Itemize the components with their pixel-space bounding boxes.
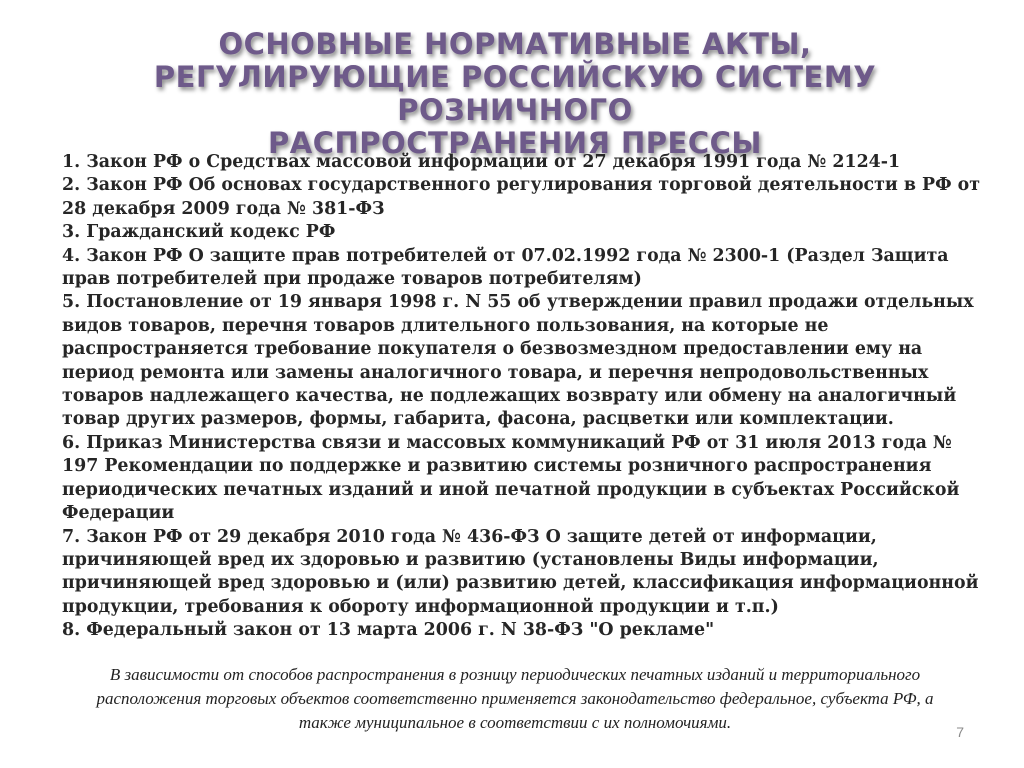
act-item-6: 6. Приказ Министерства связи и массовых коммуникаций РФ от 31 июля 2013 года № 197 Рекомендации по поддержке и развитию системы розничного распространения периодических печатных изданий и иной печатной продукции в субъектах Российской Федерации — [62, 432, 960, 524]
page-number: 7 — [956, 724, 964, 740]
act-item-4: 4. Закон РФ О защите прав потребителей от 07.02.1992 года № 2300-1 (Раздел Защита прав потребителей при продаже товаров потребителям) — [62, 245, 949, 290]
title-line-2: РЕГУЛИРУЮЩИЕ РОССИЙСКУЮ СИСТЕМУ РОЗНИЧНОГО — [153, 60, 877, 127]
slide-title — [110, 28, 920, 160]
title-line-3: РАСПРОСТРАНЕНИЯ ПРЕССЫ — [268, 126, 762, 160]
act-item-2: 2. Закон РФ Об основах государственного регулирования торговой деятельности в РФ от 28 декабря 2009 года № 381-ФЗ — [62, 175, 981, 219]
act-item-5: 5. Постановление от 19 января 1998 г. N 55 об утверждении правил продажи отдельных видов товаров, перечня товаров длительного пользования, на которые не распространяется требование покупателя о безвозмездном предоставлении ему на период ремонта или замены аналогичного товара, и перечня непродовольственных товаров надлежащего качества, не подлежащих возврату или обмену на аналогичный товар других размеров, формы, габарита, фасона, расцветки или комплектации. — [62, 292, 974, 430]
act-item-1: 1. Закон РФ о Средствах массовой информации от 27 декабря 1991 года № 2124-1 — [62, 152, 901, 172]
acts-list — [62, 151, 982, 643]
act-item-3: 3. Гражданский кодекс РФ — [62, 222, 336, 243]
footnote-text: В зависимости от способов распространения в розницу периодических печатных изданий и территориального расположения торговых объектов соответственно применяется законодательство федеральное, субъекта РФ, а также муниципальное в соответствии с их полномочиями. — [96, 665, 934, 732]
act-item-7: 7. Закон РФ от 29 декабря 2010 года № 436-ФЗ О защите детей от информации, причиняющей вред их здоровью и развитию (установлены Виды информации, причиняющей вред здоровью и (или) развитию детей, классификация информационной продукции, требования к обороту информационной продукции и т.п.) — [62, 526, 979, 617]
title-line-1: ОСНОВНЫЕ НОРМАТИВНЫЕ АКТЫ, — [218, 27, 812, 61]
act-item-8: 8. Федеральный закон от 13 марта 2006 г. N 38-ФЗ "О рекламе" — [62, 620, 715, 641]
